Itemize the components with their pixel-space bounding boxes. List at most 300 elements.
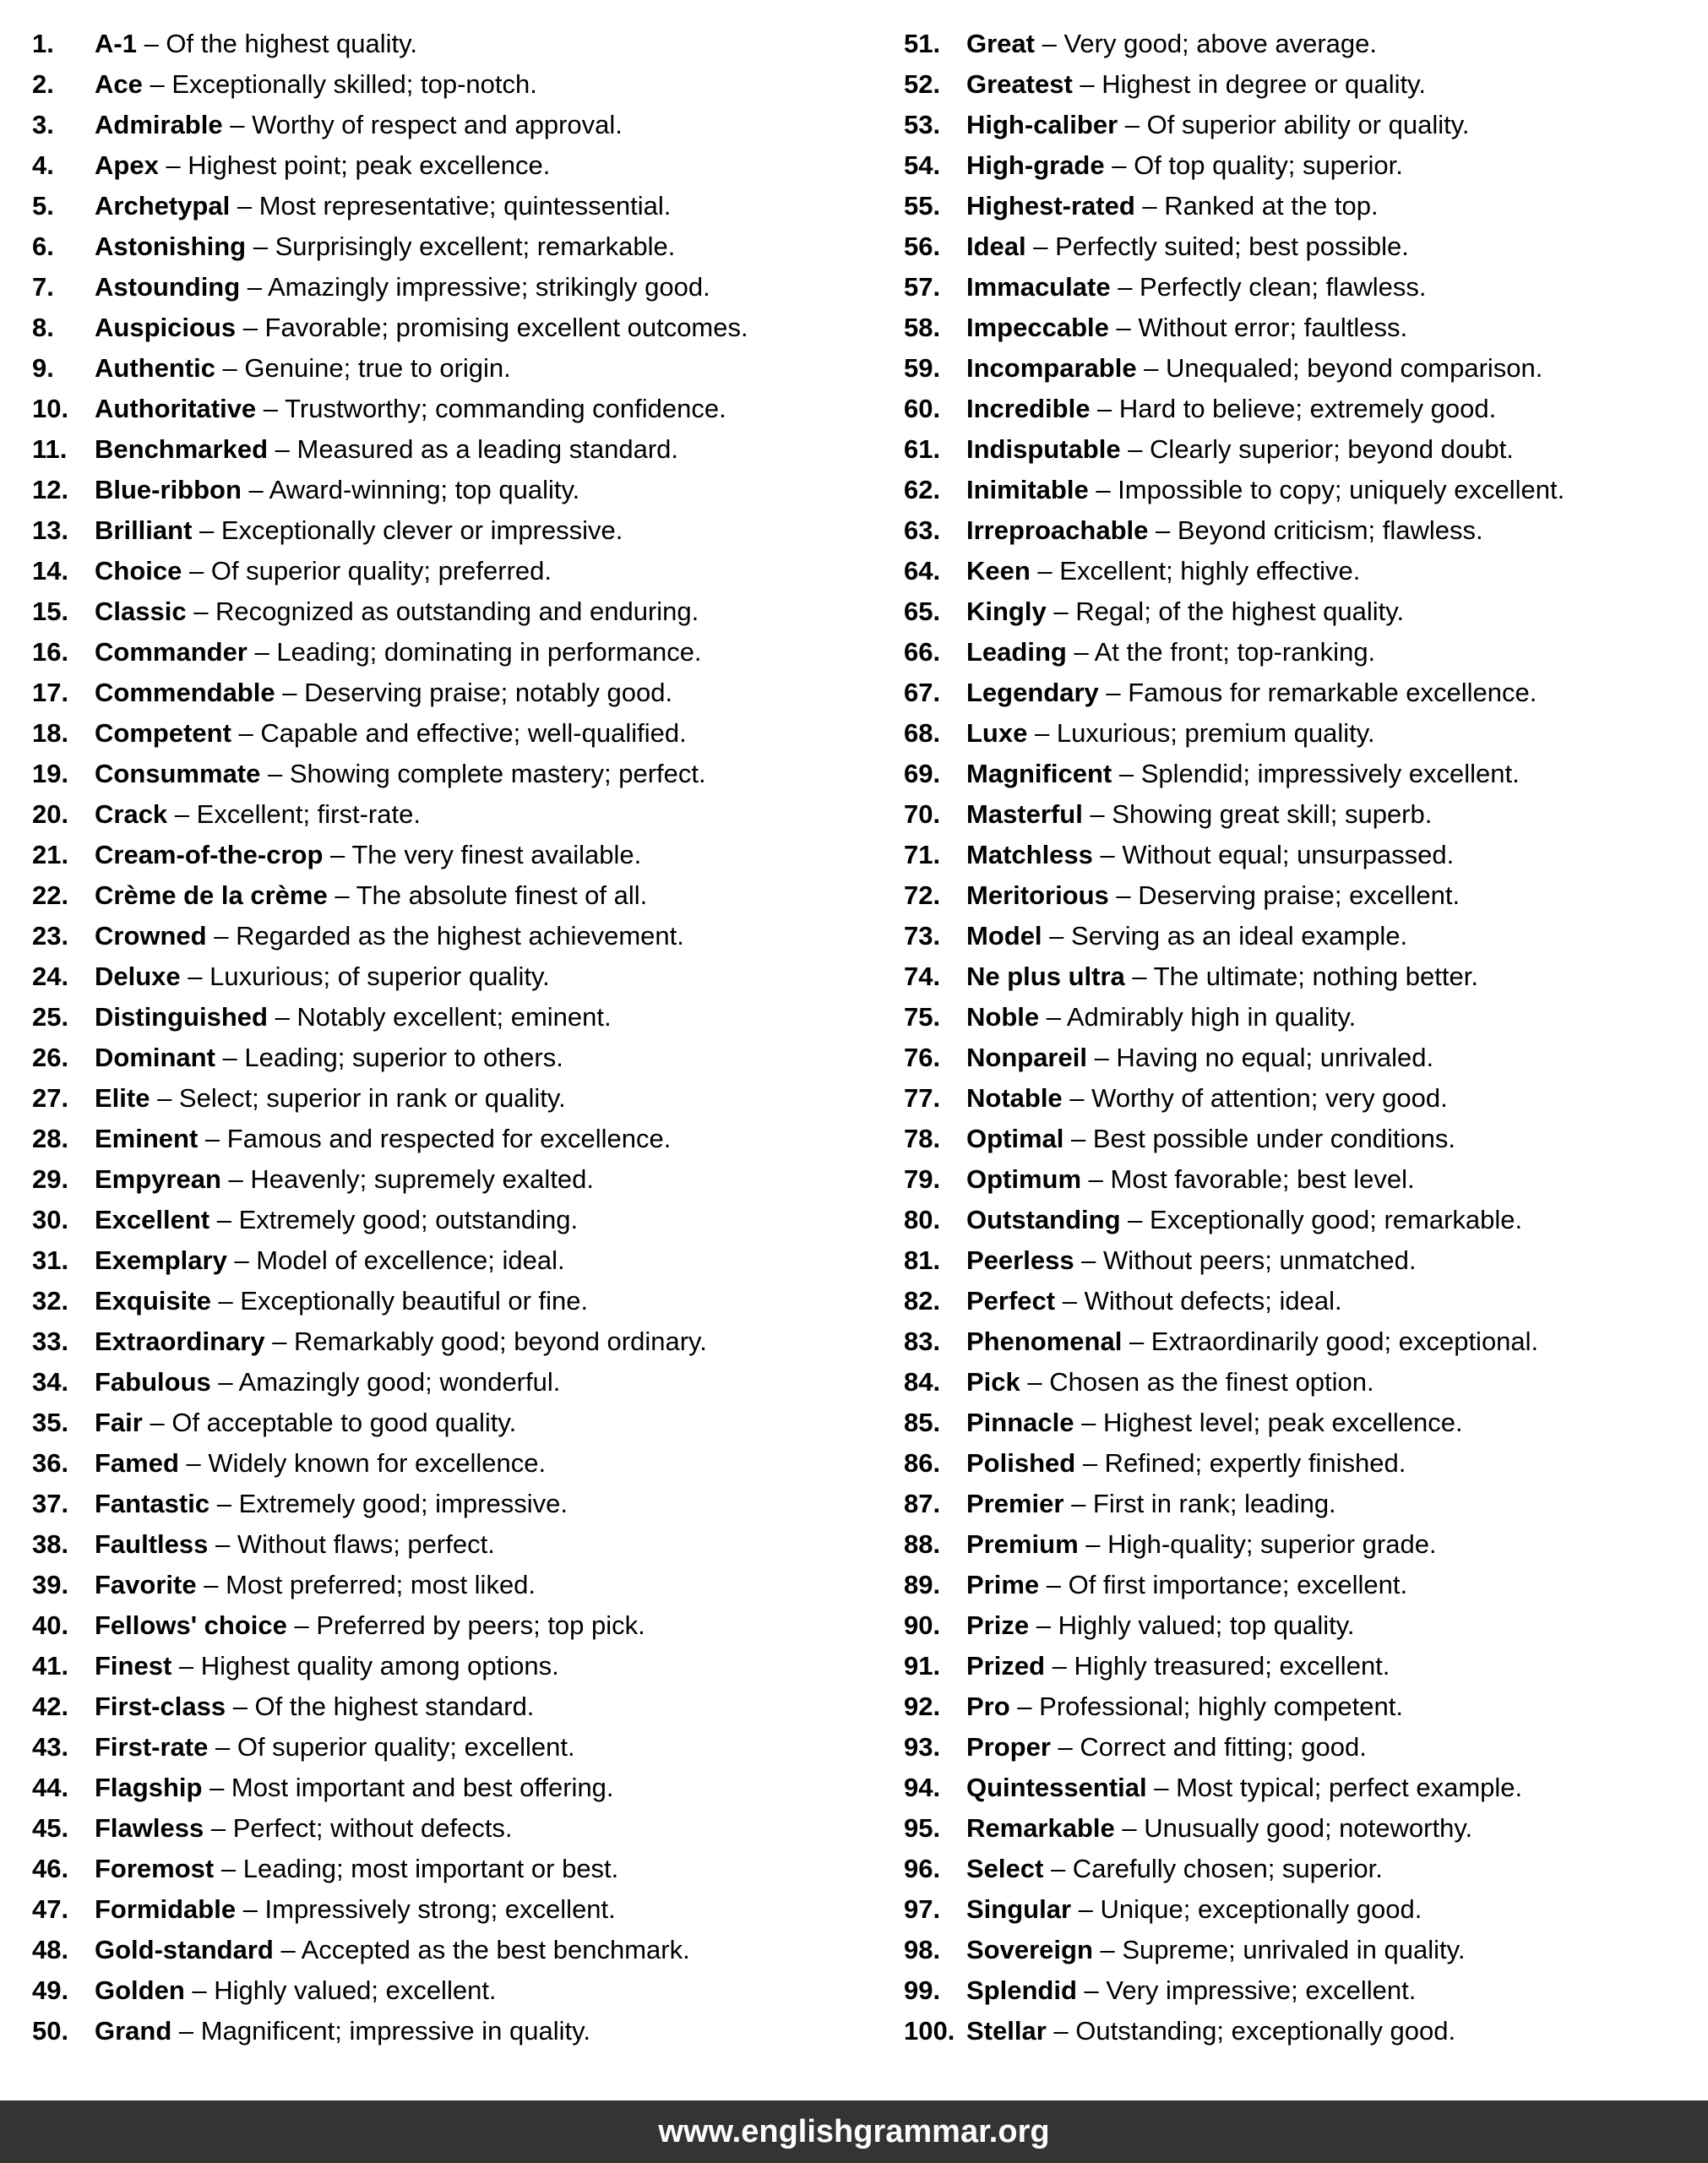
item-number: 35. xyxy=(32,1408,69,1437)
list-item xyxy=(904,1605,1708,1646)
list-item xyxy=(904,1159,1708,1200)
item-definition: – Surprisingly excellent; remarkable. xyxy=(246,232,676,261)
item-number: 42. xyxy=(32,1692,69,1721)
item-term: Matchless xyxy=(966,840,1093,869)
item-definition: – Most preferred; most liked. xyxy=(196,1570,536,1599)
item-term: Sovereign xyxy=(966,1935,1093,1964)
item-text xyxy=(95,1524,495,1565)
list-item xyxy=(32,1524,854,1565)
item-text xyxy=(95,1768,614,1808)
list-item xyxy=(904,632,1708,673)
item-number: 2. xyxy=(32,69,54,99)
list-item xyxy=(32,1686,854,1727)
item-text xyxy=(95,510,623,551)
list-item xyxy=(904,956,1708,997)
list-item xyxy=(904,1889,1708,1930)
item-term: Flawless xyxy=(95,1813,204,1843)
item-text xyxy=(966,226,1409,267)
item-definition: – Award-winning; top quality. xyxy=(241,475,580,504)
list-item xyxy=(904,1078,1708,1119)
item-definition: – Unique; exceptionally good. xyxy=(1071,1894,1422,1924)
item-text xyxy=(966,1281,1342,1321)
list-item xyxy=(32,1443,854,1484)
item-term: First-rate xyxy=(95,1732,209,1762)
item-term: Golden xyxy=(95,1975,185,2005)
item-text xyxy=(95,1849,618,1889)
list-item xyxy=(904,997,1708,1038)
item-term: Deluxe xyxy=(95,962,181,991)
item-term: Indisputable xyxy=(966,434,1121,464)
item-number: 37. xyxy=(32,1489,69,1518)
item-definition: – Showing great skill; superb. xyxy=(1082,799,1433,829)
item-term: Optimum xyxy=(966,1164,1082,1194)
item-definition: – Perfect; without defects. xyxy=(204,1813,513,1843)
item-term: Phenomenal xyxy=(966,1327,1123,1356)
item-term: Flagship xyxy=(95,1773,203,1802)
item-definition: – Splendid; impressively excellent. xyxy=(1112,759,1520,788)
item-number: 62. xyxy=(904,475,941,504)
list-item xyxy=(904,429,1708,470)
item-text xyxy=(966,713,1375,754)
item-definition: – Leading; dominating in performance. xyxy=(247,637,702,667)
item-definition: – Exceptionally clever or impressive. xyxy=(192,515,623,545)
list-item xyxy=(904,1727,1708,1768)
item-number: 63. xyxy=(904,515,941,545)
item-term: Meritorious xyxy=(966,880,1109,910)
item-number: 85. xyxy=(904,1408,941,1437)
item-definition: – Famous for remarkable excellence. xyxy=(1098,678,1537,707)
item-number: 39. xyxy=(32,1570,69,1599)
item-number: 80. xyxy=(904,1205,941,1234)
item-term: Pro xyxy=(966,1692,1010,1721)
item-text xyxy=(966,1727,1367,1768)
item-number: 34. xyxy=(32,1367,69,1397)
item-definition: – Most important and best offering. xyxy=(202,1773,614,1802)
item-term: Authoritative xyxy=(95,394,257,423)
item-definition: – Genuine; true to origin. xyxy=(215,353,511,383)
list-item xyxy=(32,429,854,470)
item-number: 27. xyxy=(32,1083,69,1113)
item-definition: – Clearly superior; beyond doubt. xyxy=(1120,434,1514,464)
item-number: 15. xyxy=(32,597,69,626)
item-text xyxy=(966,673,1537,713)
list-item xyxy=(32,24,854,64)
item-term: Leading xyxy=(966,637,1067,667)
item-number: 92. xyxy=(904,1692,941,1721)
item-term: Singular xyxy=(966,1894,1072,1924)
item-text xyxy=(966,875,1460,916)
item-number: 67. xyxy=(904,678,941,707)
item-definition: – Extraordinarily good; exceptional. xyxy=(1122,1327,1539,1356)
item-text xyxy=(966,1768,1522,1808)
item-number: 71. xyxy=(904,840,941,869)
item-definition: – Most typical; perfect example. xyxy=(1146,1773,1523,1802)
item-text xyxy=(95,267,710,308)
item-term: Masterful xyxy=(966,799,1083,829)
item-text xyxy=(95,1403,516,1443)
list-item xyxy=(32,1038,854,1078)
item-number: 64. xyxy=(904,556,941,586)
list-item xyxy=(32,470,854,510)
item-text xyxy=(95,1808,513,1849)
item-definition: – Without flaws; perfect. xyxy=(208,1529,495,1559)
item-term: Highest-rated xyxy=(966,191,1135,221)
item-text xyxy=(966,389,1496,429)
item-number: 29. xyxy=(32,1164,69,1194)
item-text xyxy=(966,105,1470,145)
item-term: Exemplary xyxy=(95,1245,227,1275)
list-item xyxy=(904,754,1708,794)
item-definition: – Luxurious; of superior quality. xyxy=(180,962,550,991)
item-text xyxy=(966,794,1432,835)
item-term: Cream-of-the-crop xyxy=(95,840,324,869)
item-text xyxy=(95,105,623,145)
item-number: 40. xyxy=(32,1610,69,1640)
item-definition: – Most representative; quintessential. xyxy=(230,191,672,221)
item-number: 87. xyxy=(904,1489,941,1518)
list-item xyxy=(904,1240,1708,1281)
list-item xyxy=(32,1970,854,2011)
list-item xyxy=(904,591,1708,632)
item-number: 51. xyxy=(904,29,941,58)
item-definition: – Preferred by peers; top pick. xyxy=(286,1610,645,1640)
list-item xyxy=(32,1200,854,1240)
item-definition: – The absolute finest of all. xyxy=(327,880,648,910)
list-item xyxy=(904,389,1708,429)
list-item xyxy=(32,794,854,835)
item-text xyxy=(966,64,1426,105)
item-number: 74. xyxy=(904,962,941,991)
list-item xyxy=(32,1605,854,1646)
footer-url: www.englishgrammar.org xyxy=(658,2114,1050,2149)
item-definition: – Trustworthy; commanding confidence. xyxy=(256,394,726,423)
item-number: 56. xyxy=(904,232,941,261)
item-definition: – Perfectly suited; best possible. xyxy=(1025,232,1409,261)
item-text xyxy=(966,2011,1455,2051)
item-term: Splendid xyxy=(966,1975,1077,2005)
list-item xyxy=(32,673,854,713)
item-number: 50. xyxy=(32,2016,69,2046)
item-term: Pinnacle xyxy=(966,1408,1074,1437)
item-term: Competent xyxy=(95,718,231,748)
item-number: 79. xyxy=(904,1164,941,1194)
item-term: Faultless xyxy=(95,1529,209,1559)
item-term: Consummate xyxy=(95,759,261,788)
item-text xyxy=(95,1159,594,1200)
item-text xyxy=(95,1119,671,1159)
item-definition: – Refined; expertly finished. xyxy=(1075,1448,1406,1478)
item-definition: – Famous and respected for excellence. xyxy=(198,1124,672,1153)
item-definition: – Heavenly; supremely exalted. xyxy=(220,1164,595,1194)
item-definition: – Having no equal; unrivaled. xyxy=(1086,1043,1434,1072)
item-text xyxy=(966,1646,1390,1686)
item-term: Fabulous xyxy=(95,1367,211,1397)
list-item xyxy=(32,348,854,389)
item-number: 14. xyxy=(32,556,69,586)
item-term: Perfect xyxy=(966,1286,1056,1316)
list-item xyxy=(32,1565,854,1605)
item-term: Auspicious xyxy=(95,313,237,342)
list-item xyxy=(904,64,1708,105)
item-definition: – Exceptionally good; remarkable. xyxy=(1120,1205,1523,1234)
item-definition: – Deserving praise; excellent. xyxy=(1108,880,1461,910)
item-term: Inimitable xyxy=(966,475,1089,504)
item-term: Irreproachable xyxy=(966,515,1149,545)
list-item xyxy=(904,916,1708,956)
item-number: 12. xyxy=(32,475,69,504)
list-item xyxy=(32,551,854,591)
item-term: Pick xyxy=(966,1367,1020,1397)
item-text xyxy=(966,1524,1437,1565)
list-item xyxy=(32,956,854,997)
item-definition: – Extremely good; outstanding. xyxy=(209,1205,579,1234)
item-number: 61. xyxy=(904,434,941,464)
item-number: 13. xyxy=(32,515,69,545)
item-definition: – Remarkably good; beyond ordinary. xyxy=(264,1327,707,1356)
item-text xyxy=(966,1808,1472,1849)
list-item xyxy=(904,470,1708,510)
item-term: Foremost xyxy=(95,1854,215,1883)
item-text xyxy=(966,1605,1355,1646)
item-term: Favorite xyxy=(95,1570,197,1599)
item-term: Classic xyxy=(95,597,187,626)
item-term: Eminent xyxy=(95,1124,199,1153)
list-item xyxy=(904,1321,1708,1362)
item-number: 44. xyxy=(32,1773,69,1802)
item-number: 26. xyxy=(32,1043,69,1072)
item-number: 16. xyxy=(32,637,69,667)
item-number: 65. xyxy=(904,597,941,626)
item-term: Great xyxy=(966,29,1035,58)
list-item xyxy=(904,1686,1708,1727)
item-definition: – High-quality; superior grade. xyxy=(1078,1529,1437,1559)
list-item xyxy=(904,673,1708,713)
item-number: 89. xyxy=(904,1570,941,1599)
item-definition: – Very impressive; excellent. xyxy=(1076,1975,1417,2005)
item-number: 22. xyxy=(32,880,69,910)
item-number: 46. xyxy=(32,1854,69,1883)
item-text xyxy=(966,1565,1407,1605)
item-text xyxy=(95,956,550,997)
item-text xyxy=(95,24,417,64)
item-term: Nonpareil xyxy=(966,1043,1087,1072)
item-definition: – Highest quality among options. xyxy=(171,1651,559,1681)
item-text xyxy=(95,145,550,186)
item-definition: – Most favorable; best level. xyxy=(1081,1164,1415,1194)
item-term: Finest xyxy=(95,1651,172,1681)
item-number: 5. xyxy=(32,191,54,221)
list-item xyxy=(904,1362,1708,1403)
item-number: 21. xyxy=(32,840,69,869)
item-definition: – Unequaled; beyond comparison. xyxy=(1136,353,1543,383)
item-number: 70. xyxy=(904,799,941,829)
item-number: 58. xyxy=(904,313,941,342)
item-text xyxy=(95,1362,560,1403)
item-text xyxy=(95,1443,546,1484)
item-term: Brilliant xyxy=(95,515,193,545)
item-number: 69. xyxy=(904,759,941,788)
list-item xyxy=(32,1078,854,1119)
item-definition: – Very good; above average. xyxy=(1034,29,1377,58)
list-item xyxy=(904,1200,1708,1240)
item-definition: – Outstanding; exceptionally good. xyxy=(1046,2016,1456,2046)
item-term: High-caliber xyxy=(966,110,1118,139)
item-definition: – At the front; top-ranking. xyxy=(1066,637,1376,667)
item-number: 54. xyxy=(904,150,941,180)
item-definition: – Highly valued; excellent. xyxy=(184,1975,497,2005)
item-term: Fantastic xyxy=(95,1489,210,1518)
item-definition: – The ultimate; nothing better. xyxy=(1124,962,1478,991)
item-term: Premium xyxy=(966,1529,1079,1559)
list-item xyxy=(32,754,854,794)
item-number: 24. xyxy=(32,962,69,991)
footer-bar xyxy=(0,2100,1708,2163)
list-item xyxy=(904,145,1708,186)
item-definition: – Highest level; peak excellence. xyxy=(1074,1408,1463,1437)
item-number: 96. xyxy=(904,1854,941,1883)
item-text xyxy=(95,794,421,835)
list-item xyxy=(904,186,1708,226)
item-text xyxy=(966,551,1360,591)
item-text xyxy=(966,754,1520,794)
item-text xyxy=(95,875,647,916)
item-text xyxy=(966,1159,1415,1200)
list-item xyxy=(32,186,854,226)
list-item xyxy=(904,105,1708,145)
item-term: Greatest xyxy=(966,69,1073,99)
item-definition: – Impressively strong; excellent. xyxy=(236,1894,616,1924)
item-number: 60. xyxy=(904,394,941,423)
item-definition: – Beyond criticism; flawless. xyxy=(1148,515,1483,545)
list-item xyxy=(32,1240,854,1281)
item-term: Dominant xyxy=(95,1043,215,1072)
item-number: 77. xyxy=(904,1083,941,1113)
list-item xyxy=(32,1849,854,1889)
item-term: Commendable xyxy=(95,678,275,707)
item-number: 30. xyxy=(32,1205,69,1234)
item-definition: – Best possible under conditions. xyxy=(1063,1124,1455,1153)
list-item xyxy=(32,267,854,308)
item-definition: – Without peers; unmatched. xyxy=(1074,1245,1417,1275)
item-text xyxy=(966,835,1454,875)
item-number: 4. xyxy=(32,150,54,180)
list-item xyxy=(904,24,1708,64)
item-text xyxy=(966,1240,1417,1281)
item-term: Ne plus ultra xyxy=(966,962,1125,991)
list-item xyxy=(904,1646,1708,1686)
item-text xyxy=(95,673,672,713)
list-item xyxy=(32,1159,854,1200)
item-text xyxy=(95,2011,590,2051)
item-term: Outstanding xyxy=(966,1205,1121,1234)
item-term: Luxe xyxy=(966,718,1028,748)
list-item xyxy=(904,1443,1708,1484)
item-definition: – Luxurious; premium quality. xyxy=(1027,718,1375,748)
item-definition: – Highest point; peak excellence. xyxy=(158,150,551,180)
item-term: High-grade xyxy=(966,150,1105,180)
item-number: 75. xyxy=(904,1002,941,1032)
item-definition: – Of acceptable to good quality. xyxy=(142,1408,517,1437)
item-definition: – Favorable; promising excellent outcomes. xyxy=(236,313,748,342)
item-text xyxy=(95,389,726,429)
item-number: 19. xyxy=(32,759,69,788)
item-term: Ideal xyxy=(966,232,1026,261)
item-text xyxy=(966,916,1407,956)
item-number: 81. xyxy=(904,1245,941,1275)
item-definition: – Of the highest quality. xyxy=(136,29,417,58)
list-item xyxy=(32,1484,854,1524)
item-text xyxy=(966,1038,1433,1078)
item-text xyxy=(95,591,699,632)
item-term: Prize xyxy=(966,1610,1030,1640)
item-definition: – Select; superior in rank or quality. xyxy=(150,1083,566,1113)
item-definition: – Supreme; unrivaled in quality. xyxy=(1092,1935,1466,1964)
list-item xyxy=(32,1727,854,1768)
item-text xyxy=(95,1484,568,1524)
item-definition: – Unusually good; noteworthy. xyxy=(1114,1813,1473,1843)
item-definition: – Regal; of the highest quality. xyxy=(1046,597,1405,626)
item-term: Authentic xyxy=(95,353,215,383)
item-definition: – Exceptionally skilled; top-notch. xyxy=(142,69,537,99)
item-text xyxy=(95,1605,645,1646)
item-term: Impeccable xyxy=(966,313,1109,342)
item-term: Noble xyxy=(966,1002,1040,1032)
item-text xyxy=(95,713,687,754)
item-term: Elite xyxy=(95,1083,150,1113)
item-text xyxy=(966,1321,1538,1362)
item-number: 53. xyxy=(904,110,941,139)
item-number: 33. xyxy=(32,1327,69,1356)
list-item xyxy=(32,1646,854,1686)
item-text xyxy=(95,1930,690,1970)
list-item xyxy=(32,308,854,348)
item-term: Choice xyxy=(95,556,182,586)
item-number: 59. xyxy=(904,353,941,383)
item-definition: – Capable and effective; well-qualified. xyxy=(231,718,687,748)
item-definition: – Correct and fitting; good. xyxy=(1050,1732,1367,1762)
item-number: 83. xyxy=(904,1327,941,1356)
item-text xyxy=(966,308,1407,348)
list-item xyxy=(904,1484,1708,1524)
item-number: 68. xyxy=(904,718,941,748)
item-text xyxy=(95,226,675,267)
item-number: 98. xyxy=(904,1935,941,1964)
item-term: Exquisite xyxy=(95,1286,211,1316)
list-item xyxy=(32,105,854,145)
item-number: 72. xyxy=(904,880,941,910)
list-item xyxy=(32,64,854,105)
item-definition: – Of the highest standard. xyxy=(226,1692,535,1721)
item-definition: – Model of excellence; ideal. xyxy=(226,1245,565,1275)
list-item xyxy=(904,267,1708,308)
item-number: 86. xyxy=(904,1448,941,1478)
item-text xyxy=(966,591,1404,632)
item-definition: – Magnificent; impressive in quality. xyxy=(171,2016,590,2046)
item-term: Select xyxy=(966,1854,1044,1883)
item-term: Quintessential xyxy=(966,1773,1147,1802)
item-definition: – Excellent; first-rate. xyxy=(167,799,421,829)
item-definition: – Widely known for excellence. xyxy=(178,1448,547,1478)
list-item xyxy=(32,1119,854,1159)
item-term: Apex xyxy=(95,150,159,180)
item-definition: – Highest in degree or quality. xyxy=(1072,69,1426,99)
item-definition: – Of superior quality; excellent. xyxy=(208,1732,575,1762)
item-definition: – Showing complete mastery; perfect. xyxy=(260,759,706,788)
item-term: Blue-ribbon xyxy=(95,475,242,504)
item-definition: – Of first importance; excellent. xyxy=(1039,1570,1408,1599)
item-term: Magnificent xyxy=(966,759,1112,788)
list-item xyxy=(32,510,854,551)
